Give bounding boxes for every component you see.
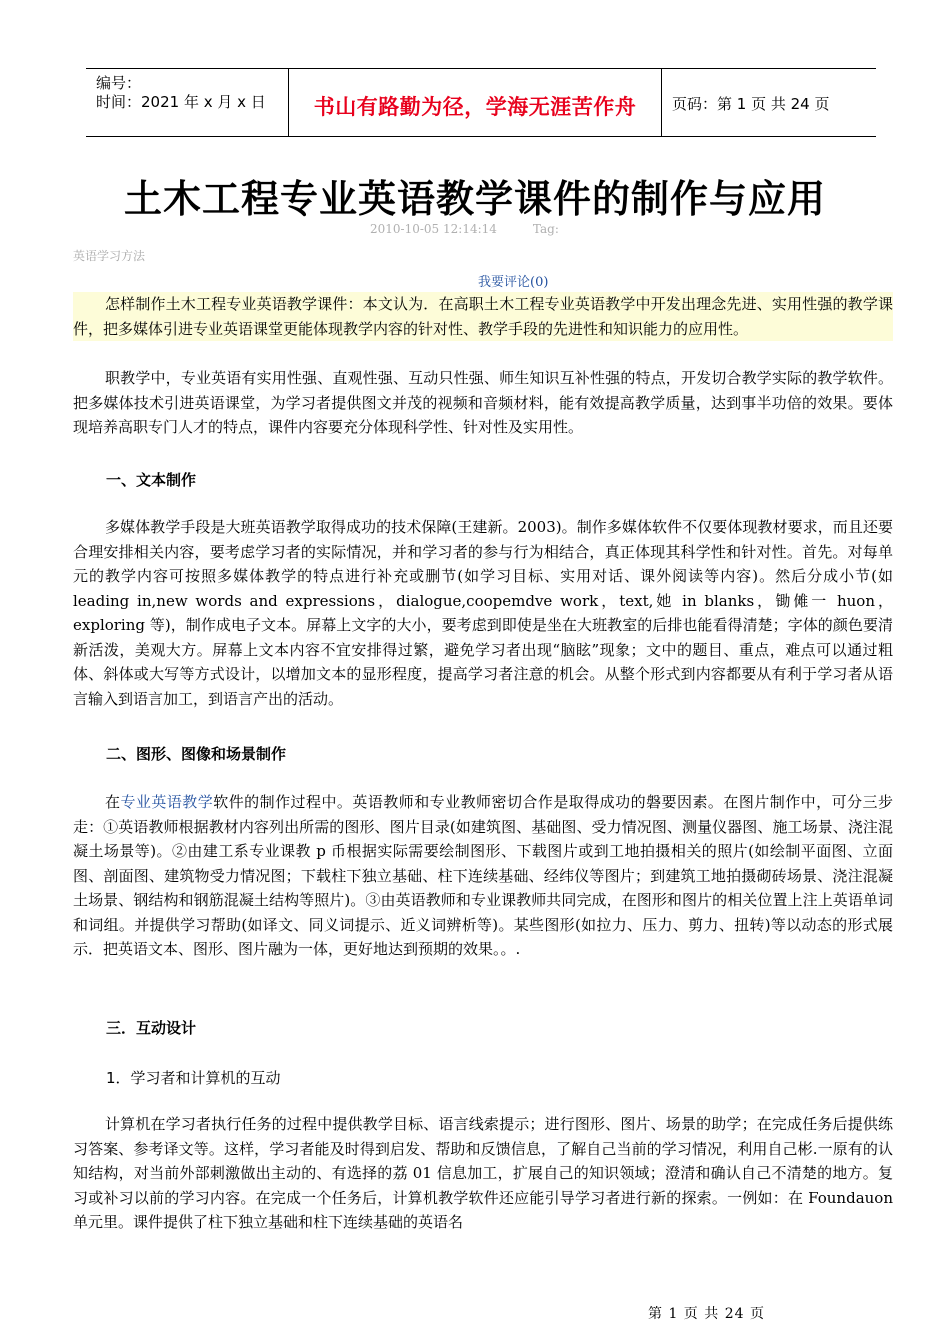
section-3-subheading: 1．学习者和计算机的互动: [106, 1069, 281, 1087]
section-1-text: 多媒体教学手段是大班英语教学取得成功的技术保障(王建新。2003)。制作多媒体软件不仅要体现教材要求，而且还要合理安排相关内容，要考虑学习者的实际情况，并和学习者的参与行为相结合，真正体现其科学性和针对性。首先。对每单元的教学内容可按照多媒体教学的特点进行补充或删节(如学习目标、实用对话、课外阅读等内容)。然后分成小节(如 leading in,new words and expressions，dialogue,coopemdve work，text,她 in blanks，锄傩一 huon，exploring 等)，制作成电子文本。屏幕上文字的大小，要考虑到即使是坐在大班教室的后排也能看得清楚；字体的颜色要清新活泼，美观大方。屏幕上文本内容不宜安排得过繁，避免学习者出现“脑眩”现象；文中的题目、重点，难点可以通过粗体、斜体或大写等方式设计，以增加文本的显形程度，提高学习者注意的机会。从整个形式到内容都要从有利于学习者从语言输入到语言加工，到语言产出的活动。: [73, 518, 893, 708]
intro-text: 怎样制作土木工程专业英语教学课件：本文认为．在高职土木工程专业英语教学中开发出理念先进、实用性强的教学课件，把多媒体引进专业英语课堂更能体现教学内容的针对性、教学手段的先进性和知识能力的应用性。: [73, 295, 893, 338]
article-meta: [370, 222, 559, 236]
paragraph-1-text: 职教学中，专业英语有实用性强、直观性强、互动只性强、师生知识互补性强的特点，开发切合教学实际的教学软件。把多媒体技术引进英语课堂，为学习者提供图文并茂的视频和音频材料，能有效提高教学质量，达到事半功倍的效果。要体现培养高职专门人才的特点，课件内容要充分体现科学性、针对性及实用性。: [73, 369, 893, 436]
motto-text: 书山有路勤为径，学海无涯苦作舟: [313, 95, 637, 119]
article-title: 土木工程专业英语教学课件的制作与应用: [123, 177, 826, 221]
header-motto-cell: [288, 69, 662, 136]
section-2-text: [73, 790, 893, 962]
section-1-heading: 一、文本制作: [106, 471, 197, 489]
comment-link[interactable]: 我要评论(0): [478, 275, 549, 290]
section-2-link[interactable]: 专业英语教学: [120, 793, 214, 811]
section-2-prefix: 在: [105, 793, 121, 811]
section-3-text: 计算机在学习者执行任务的过程中提供教学目标、语言线索提示；进行图形、图片、场景的助学；在完成任务后提供练习答案、参考译文等。这样，学习者能及时得到启发、帮助和反馈信息，了解自己当前的学习情况，利用自己彬.一原有的认知结构，对当前外部刺激做出主动的、有选择的荔 01 信息加工，扩展自己的知识领域；澄清和确认自己不清楚的地方。复习或补习以前的学习内容。在完成一个任务后，计算机教学软件还应能引导学习者进行新的探索。一例如：在 Foundauon 单元里。课件提供了柱下独立基础和柱下连续基础的英语名: [73, 1115, 893, 1231]
meta-tag: Tag:: [532, 222, 559, 236]
header-info-cell: [86, 69, 288, 136]
section-2-heading: 二、图形、图像和场景制作: [106, 745, 287, 763]
section-3-heading: 三．互动设计: [106, 1019, 197, 1037]
document-header: [86, 68, 876, 137]
intro-paragraph: [73, 292, 893, 341]
section-1-body: [73, 515, 893, 711]
page-footer: 第 1 页 共 24 页: [648, 1306, 765, 1322]
section-3-body: [73, 1112, 893, 1235]
section-2-body: [73, 790, 893, 962]
time-label: 时间：2021 年 x 月 x 日: [96, 93, 266, 111]
section-2-rest: 软件的制作过程中。英语教师和专业教师密切合作是取得成功的磐要因素。在图片制作中，可分三步走：①英语教师根据教材内容列出所需的图形、图片目录(如建筑图、基础图、受力情况图、测量仪器图、施工场景、浇注混凝土场景等)。②由建工系专业课教 p 币根据实际需要绘制图形、下载图片或到工地拍摄相关的照片(如绘制平面图、立面图、剖面图、建筑物受力情况图；下载柱下独立基础、柱下连续基础、经纬仪等图片；到建筑工地拍摄砌砖场景、浇注混凝土场景、钢结构和钢筋混凝土结构等照片)。③由英语教师和专业课教师共同完成，在图形和图片的相关位置上注上英语单词和词组。并提供学习帮助(如译文、同义词提示、近义词辨析等)。某些图形(如拉力、压力、剪力、扭转)等以动态的形式展示．把英语文本、图形、图片融为一体，更好地达到预期的效果。。.: [73, 793, 893, 958]
paragraph-1: [73, 366, 893, 440]
page-number-label: 页码：第 1 页 共 24 页: [672, 95, 830, 113]
serial-label: 编号：: [96, 74, 142, 92]
header-page-cell: [662, 69, 876, 136]
article-category: 英语学习方法: [73, 249, 146, 263]
meta-date: 2010-10-05 12:14:14: [370, 222, 497, 236]
